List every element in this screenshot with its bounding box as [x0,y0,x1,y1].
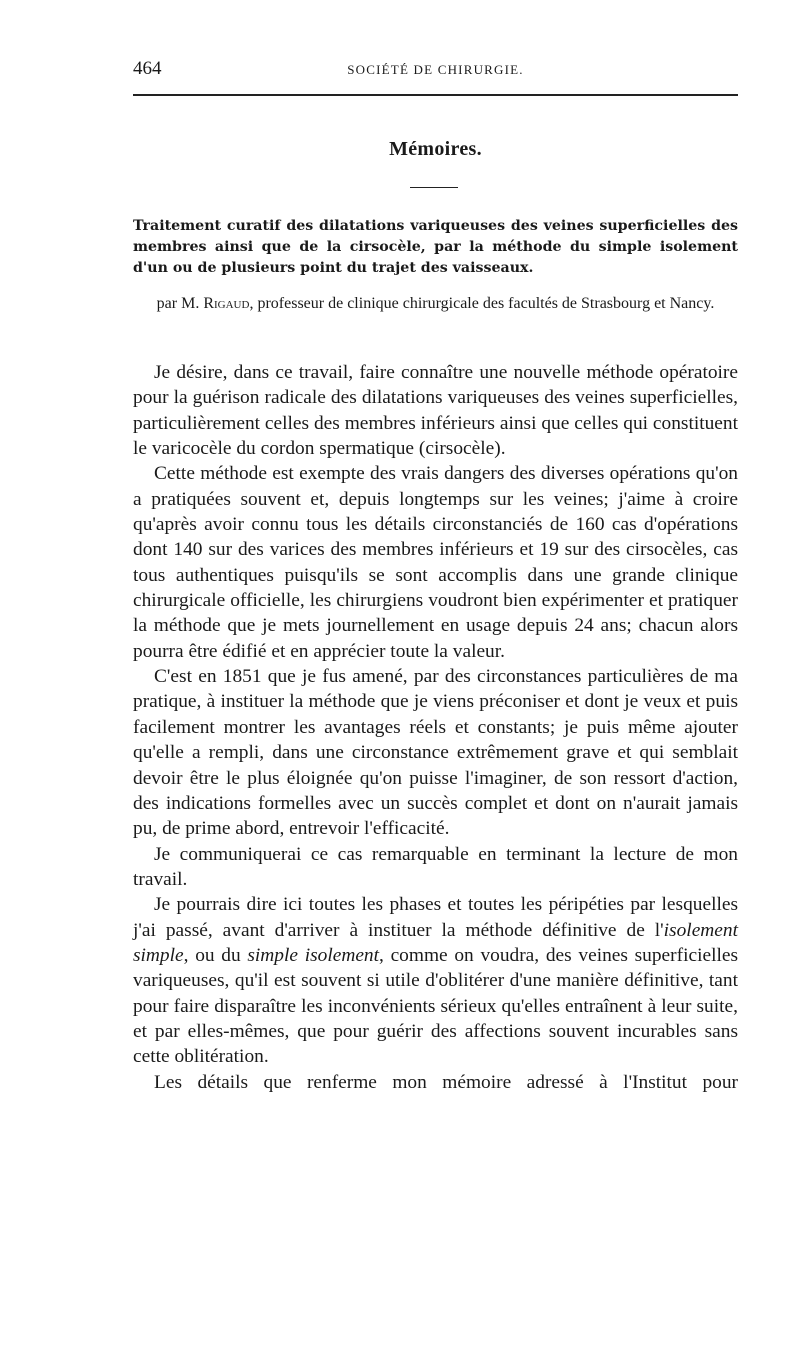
author-name: Rigaud [203,295,250,312]
byline-prefix: par M. [156,295,204,312]
paragraph-4: Je communiquerai ce cas remarquable en terminant la lecture de mon travail. [133,843,738,890]
paragraph-5 [133,892,738,1069]
paragraph-2: Cette méthode est exempte des vrais dangers des diverses opérations qu'on a pratiquées souvent et, depuis longtemps sur les veines; j'aime à croire qu'après avoir connu tous les détails circonstanciés de 160 cas d'opérations dont 140 sur des varices des membres inférieurs et 19 sur des cirsocèles, cas tous authentiques puisqu'ils se sont accomplis dans une grande clinique chirurgicale officielle, les chirurgiens voudront bien expérimenter et pratiquer la méthode que je mets journellement en usage depuis 24 ans; chacun alors pourra être édifié et en apprécier toute la valeur. [133,463,738,662]
paragraph-5-part-a: Je pourrais dire ici toutes les phases et toutes les péripéties par lesquelles j'ai passé, avant d'arriver à instituer la méthode définitive de l' [133,894,738,941]
paragraph-1: Je désire, dans ce travail, faire connaître une nouvelle méthode opératoire pour la guérison radicale des dilatations variqueuses des veines superficielles, particulièrement celles des membres inférieurs ainsi que celles qui constituent le varicocèle du cordon spermatique (cirsocèle). [133,362,738,460]
article-title: Traitement curatif des dilatations variqueuses des veines superficielles des membres ainsi que de la cirsocèle, par la méthode du simple isolement d'un ou de plusieurs point du trajet des vaisseaux. [133,218,738,276]
page-number: 464 [133,58,162,79]
running-head [133,58,738,86]
paragraph-5-part-c: , comme on voudra, des veines superficielles variqueuses, qu'il est souvent si utile d'oblitérer d'une manière définitive, tant pour faire disparaître les inconvénients sérieux qu'elles entraînent à leur suite, et par elles-mêmes, que pour guérir des affections souvent incurables sans cette oblitération. [133,944,738,1068]
paragraph-6: Les détails que renferme mon mémoire adressé à l'Institut pour [154,1071,738,1093]
emphasis-simple-isolement: simple isolement [247,944,380,966]
emphasis-isolement-simple: isolement simple [133,919,738,966]
byline [133,292,738,316]
journal-title: SOCIÉTÉ DE CHIRURGIE. [347,62,524,77]
paragraph-5-part-b: , ou du [183,944,248,966]
body-text [133,360,738,1095]
byline-affiliation: , professeur de clinique chirurgicale des facultés de Strasbourg et Nancy. [249,295,715,312]
section-title: Mémoires. [389,138,482,160]
section-divider [410,187,458,188]
paragraph-3: C'est en 1851 que je fus amené, par des circonstances particulières de ma pratique, à instituer la méthode que je viens préconiser et dont je veux et puis facilement montrer les avantages réels et constants; je puis même ajouter qu'elle a rempli, dans une circonstance extrêmement grave et qui semblait devoir être le plus éloignée qu'on puisse l'imaginer, de son ressort d'action, des indications formelles avec un succès complet et dont on n'aurait jamais pu, de prime abord, entrevoir l'efficacité. [133,666,738,840]
header-rule [133,94,738,96]
